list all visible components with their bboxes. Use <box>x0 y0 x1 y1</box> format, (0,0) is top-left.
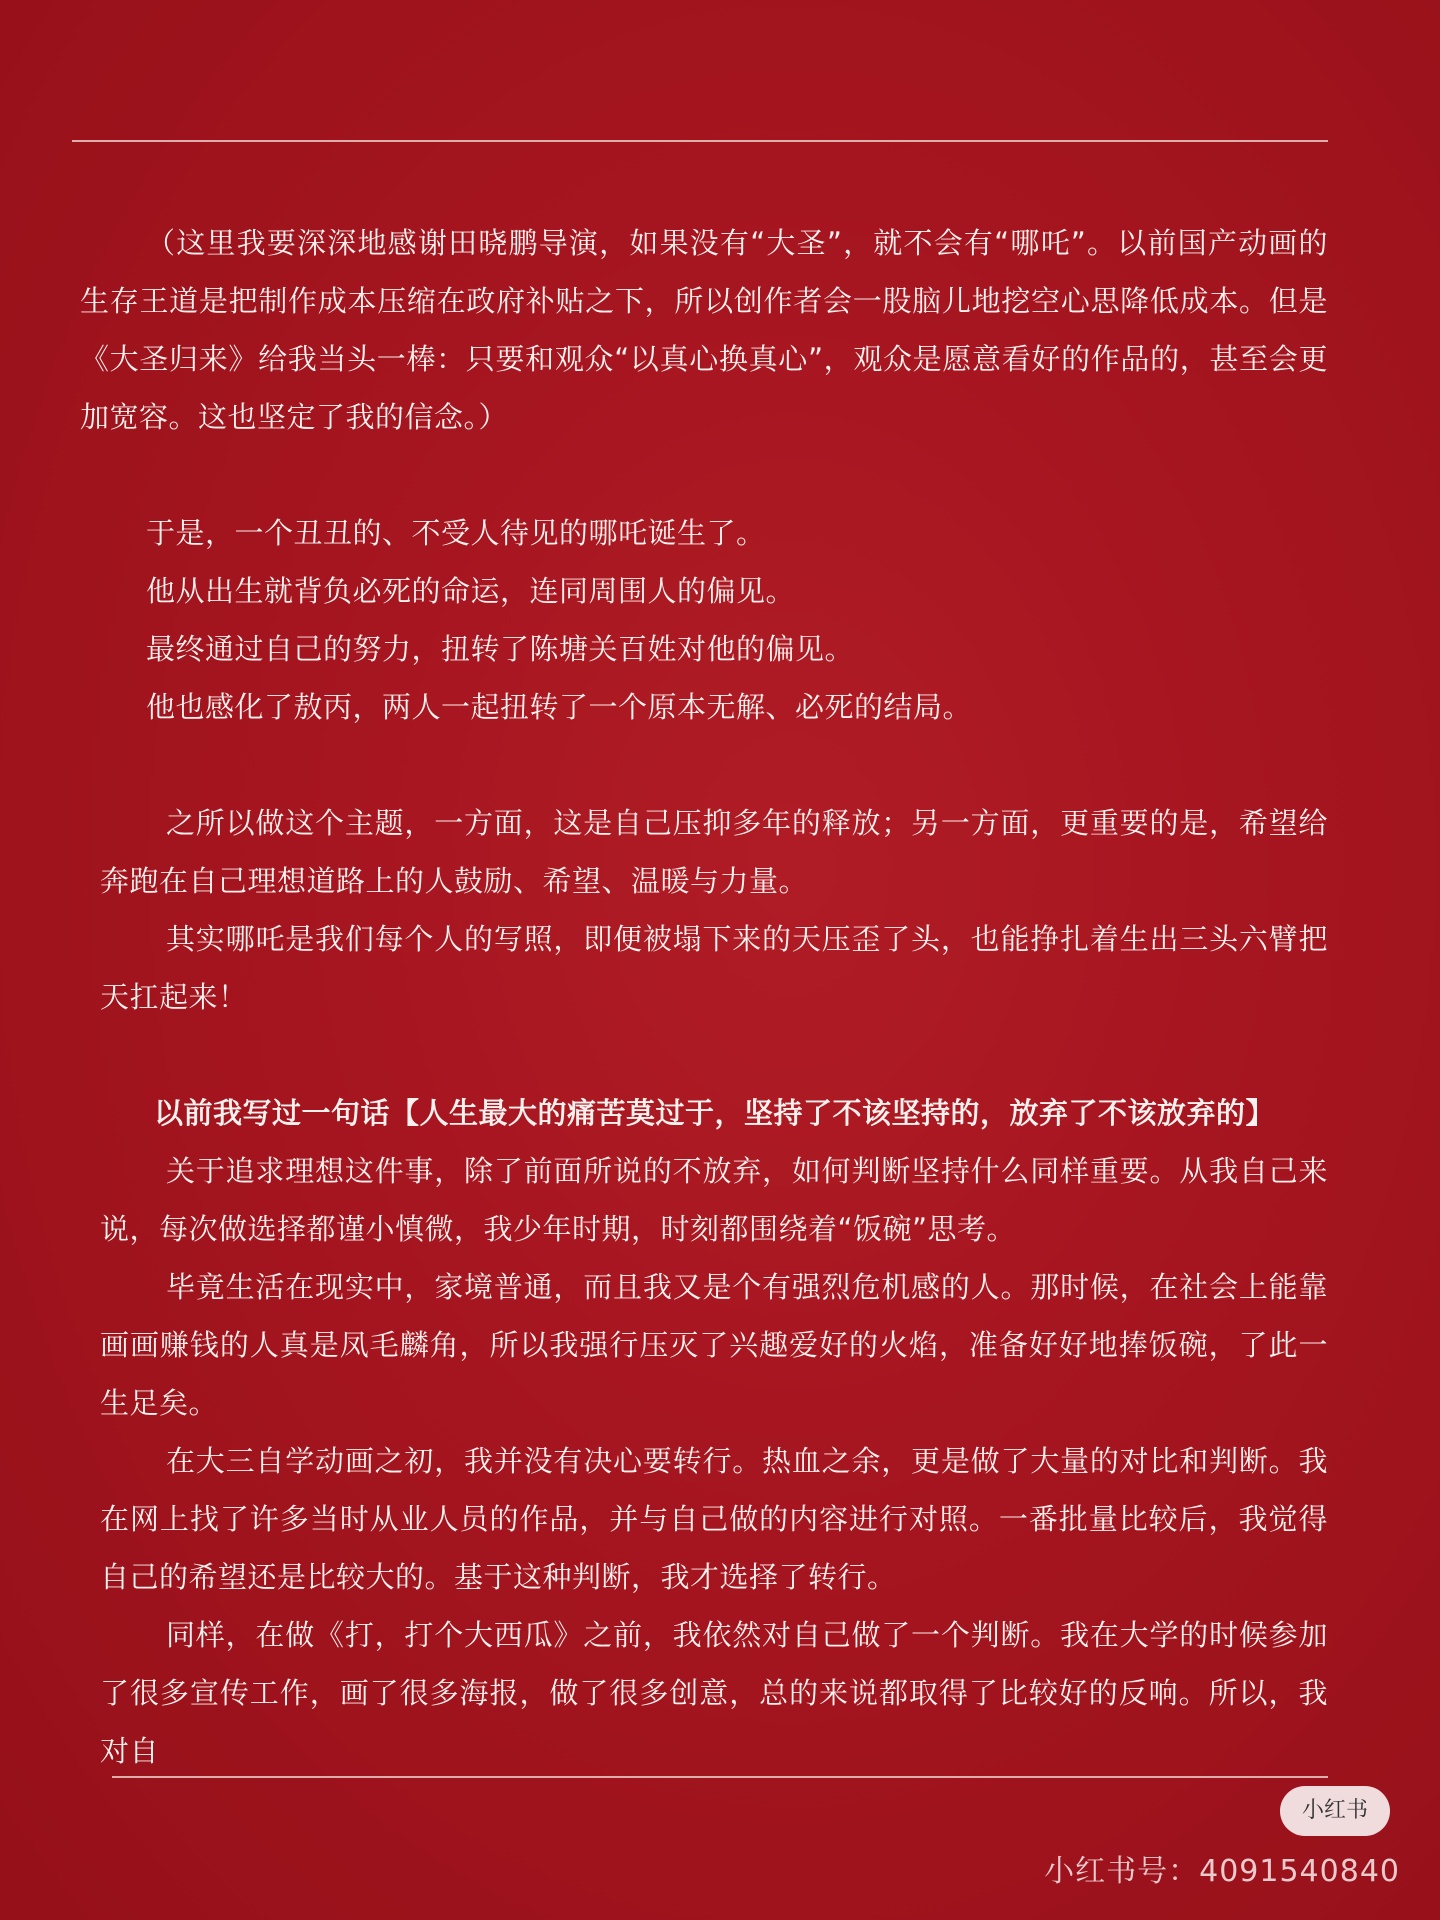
paragraph-line-2: 他从出生就背负必死的命运，连同周围人的偏见。 <box>146 574 796 608</box>
page-body <box>80 214 1328 1780</box>
paragraph-line-3: 最终通过自己的努力，扭转了陈塘关百姓对他的偏见。 <box>146 632 855 666</box>
paragraph-portrait: 其实哪吒是我们每个人的写照，即便被塌下来的天压歪了头，也能挣扎着生出三头六臂把天扛起来！ <box>100 922 1328 1014</box>
paragraph-college: 在大三自学动画之初，我并没有决心要转行。热血之余，更是做了大量的对比和判断。我在网上找了许多当时从业人员的作品，并与自己做的内容进行对照。一番批量比较后，我觉得自己的希望还是比较大的。基于这种判断，我才选择了转行。 <box>100 1444 1328 1594</box>
bottom-divider <box>112 1776 1328 1778</box>
top-divider <box>72 140 1328 142</box>
spacer <box>80 736 1328 794</box>
paragraph-line-4: 他也感化了敖丙，两人一起扭转了一个原本无解、必死的结局。 <box>146 690 973 724</box>
paragraph-reality: 毕竟生活在现实中，家境普通，而且我又是个有强烈危机感的人。那时候，在社会上能靠画画赚钱的人真是凤毛麟角，所以我强行压灭了兴趣爱好的火焰，准备好好地捧饭碗，了此一生足矣。 <box>100 1270 1328 1420</box>
paragraph-theme: 之所以做这个主题，一方面，这是自己压抑多年的释放；另一方面，更重要的是，希望给奔跑在自己理想道路上的人鼓励、希望、温暖与力量。 <box>100 806 1328 898</box>
watermark-text: 小红书号：4091540840 <box>1044 1854 1400 1889</box>
paragraph-ideal: 关于追求理想这件事，除了前面所说的不放弃，如何判断坚持什么同样重要。从我自己来说，每次做选择都谨小慎微，我少年时期，时刻都围绕着“饭碗”思考。 <box>100 1154 1328 1246</box>
paragraph-watermelon: 同样，在做《打，打个大西瓜》之前，我依然对自己做了一个判断。我在大学的时候参加了很多宣传工作，画了很多海报，做了很多创意，总的来说都取得了比较好的反响。所以，我对自 <box>100 1618 1328 1768</box>
spacer <box>80 446 1328 504</box>
spacer <box>80 1026 1328 1084</box>
xiaohongshu-logo-watermark: 小红书 <box>1280 1786 1390 1836</box>
quote-heading: 以前我写过一句话【人生最大的痛苦莫过于，坚持了不该坚持的，放弃了不该放弃的】 <box>154 1096 1276 1130</box>
paragraph-line-1: 于是，一个丑丑的、不受人待见的哪吒诞生了。 <box>146 516 766 550</box>
paragraph-thanks: （这里我要深深地感谢田晓鹏导演，如果没有“大圣”，就不会有“哪吒”。以前国产动画的生存王道是把制作成本压缩在政府补贴之下，所以创作者会一股脑儿地挖空心思降低成本。但是《大圣归来》给我当头一棒：只要和观众“以真心换真心”，观众是愿意看好的作品的，甚至会更加宽容。这也坚定了我的信念。） <box>80 226 1328 434</box>
